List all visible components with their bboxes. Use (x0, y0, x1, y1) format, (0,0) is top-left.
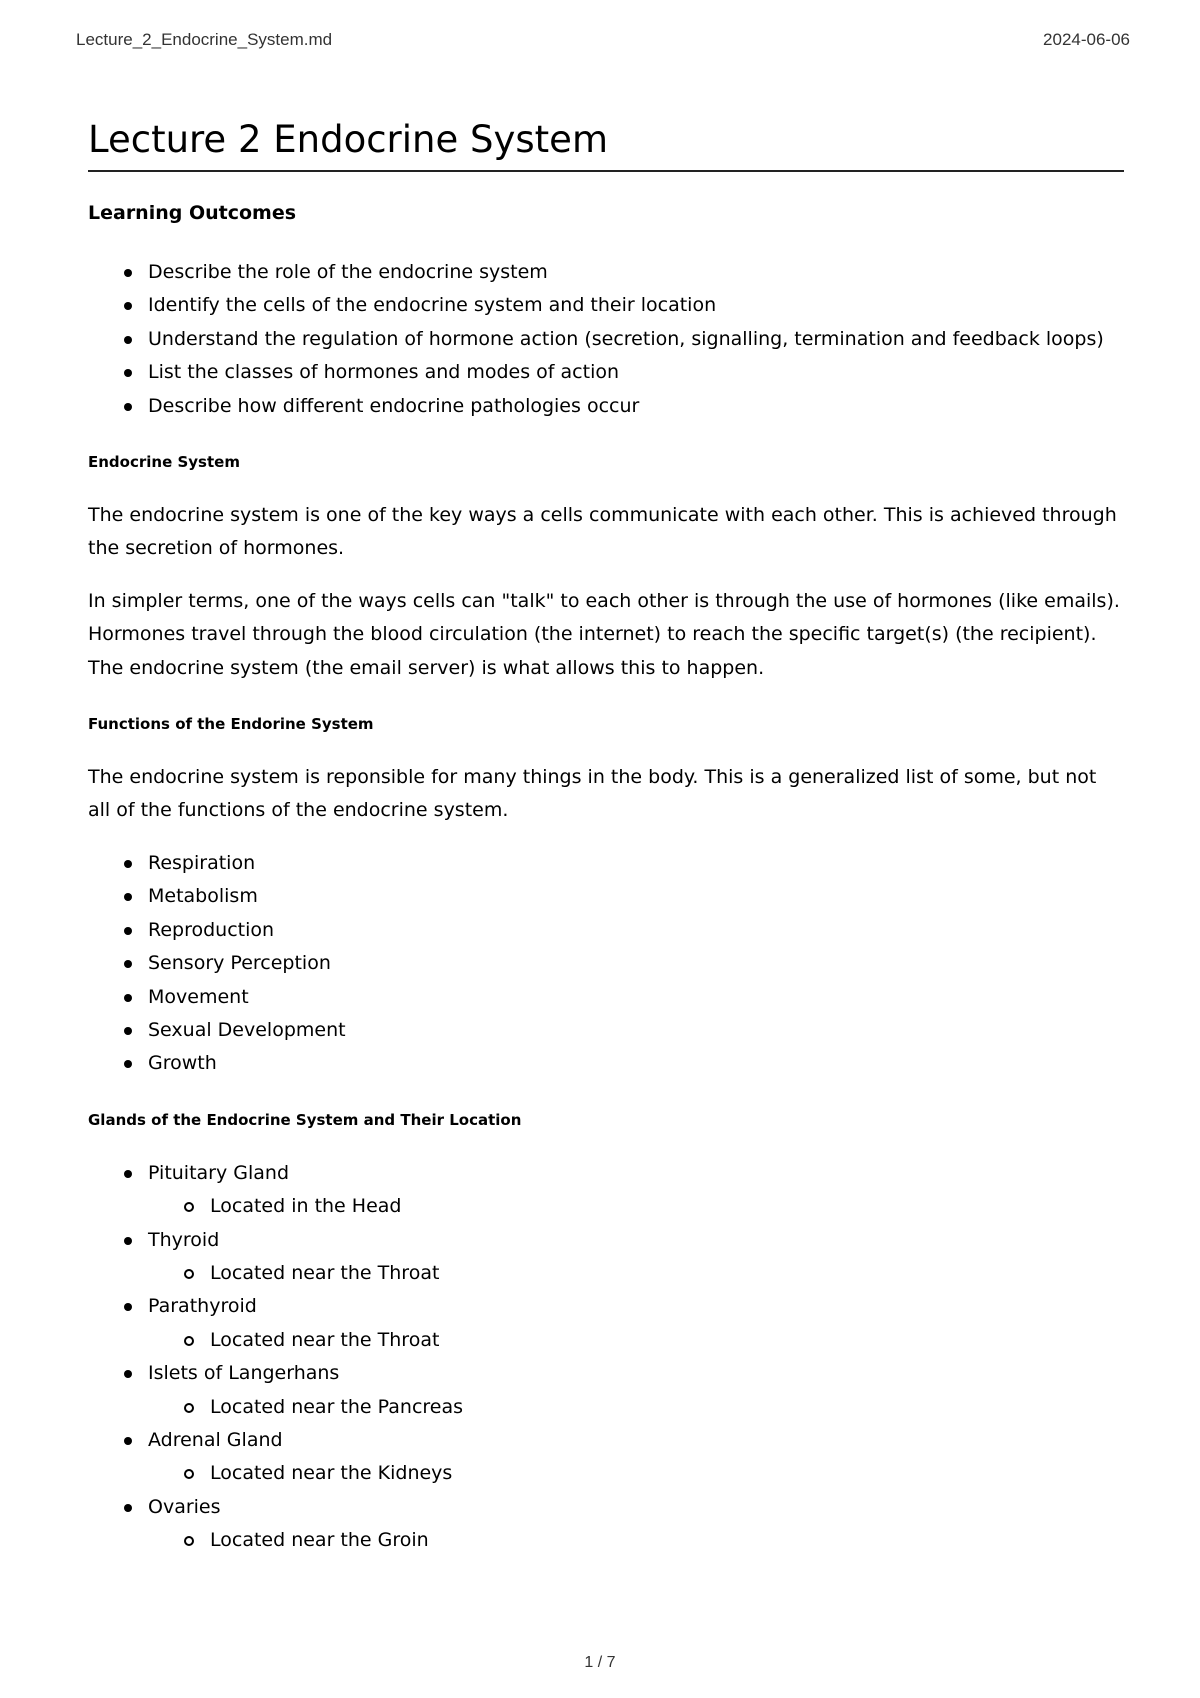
gland-name: Islets of Langerhans (148, 1362, 340, 1385)
list-item: Metabolism (88, 880, 1124, 913)
endocrine-system-heading: Endocrine System (88, 453, 240, 472)
gland-name: Pituitary Gland (148, 1161, 290, 1184)
list-item: Movement (88, 981, 1124, 1014)
document-date: 2024-06-06 (1043, 30, 1130, 49)
gland-location: Located near the Pancreas (148, 1391, 1124, 1424)
functions-list (88, 847, 1124, 1081)
gland-location: Located in the Head (148, 1190, 1124, 1223)
gland-item (88, 1424, 1124, 1491)
glands-list (88, 1157, 1124, 1558)
list-item: Understand the regulation of hormone action (secretion, signalling, termination and feedback loops) (88, 323, 1124, 356)
list-item: List the classes of hormones and modes of action (88, 356, 1124, 389)
gland-item (88, 1224, 1124, 1291)
list-item: Reproduction (88, 914, 1124, 947)
paragraph: The endocrine system is reponsible for many things in the body. This is a generalized list of some, but not all of the functions of the endocrine system. (88, 766, 1097, 822)
gland-location: Located near the Kidneys (148, 1457, 1124, 1490)
paragraph: The endocrine system is one of the key ways a cells communicate with each other. This is achieved through the secretion of hormones. (88, 504, 1117, 560)
gland-name: Thyroid (148, 1228, 220, 1251)
list-item: Sensory Perception (88, 947, 1124, 980)
document-filename: Lecture_2_Endocrine_System.md (76, 30, 333, 49)
gland-item (88, 1157, 1124, 1224)
gland-location: Located near the Throat (148, 1324, 1124, 1357)
gland-item (88, 1491, 1124, 1558)
gland-location: Located near the Throat (148, 1257, 1124, 1290)
learning-outcomes-heading: Learning Outcomes (88, 202, 297, 224)
gland-item (88, 1357, 1124, 1424)
list-item: Identify the cells of the endocrine system and their location (88, 289, 1124, 322)
gland-item (88, 1290, 1124, 1357)
page-title: Lecture 2 Endocrine System (88, 112, 1124, 172)
page-number: 1 / 7 (584, 1654, 616, 1671)
glands-heading: Glands of the Endocrine System and Their Location (88, 1110, 522, 1129)
gland-name: Adrenal Gland (148, 1428, 283, 1451)
list-item: Sexual Development (88, 1014, 1124, 1047)
learning-outcomes-list (88, 256, 1124, 423)
gland-name: Parathyroid (148, 1295, 257, 1318)
paragraph: In simpler terms, one of the ways cells can "talk" to each other is through the use of hormones (like emails). Hormones travel through the blood circulation (the internet) to reach the specific target(s) (the recipient). The endocrine system (the email server) is what allows this to happen. (88, 589, 1120, 679)
list-item: Growth (88, 1047, 1124, 1080)
list-item: Describe how different endocrine pathologies occur (88, 390, 1124, 423)
list-item: Describe the role of the endocrine system (88, 256, 1124, 289)
document-body (88, 112, 1124, 1558)
list-item: Respiration (88, 847, 1124, 880)
gland-name: Ovaries (148, 1495, 221, 1518)
functions-heading: Functions of the Endorine System (88, 715, 374, 734)
gland-location: Located near the Groin (148, 1524, 1124, 1557)
